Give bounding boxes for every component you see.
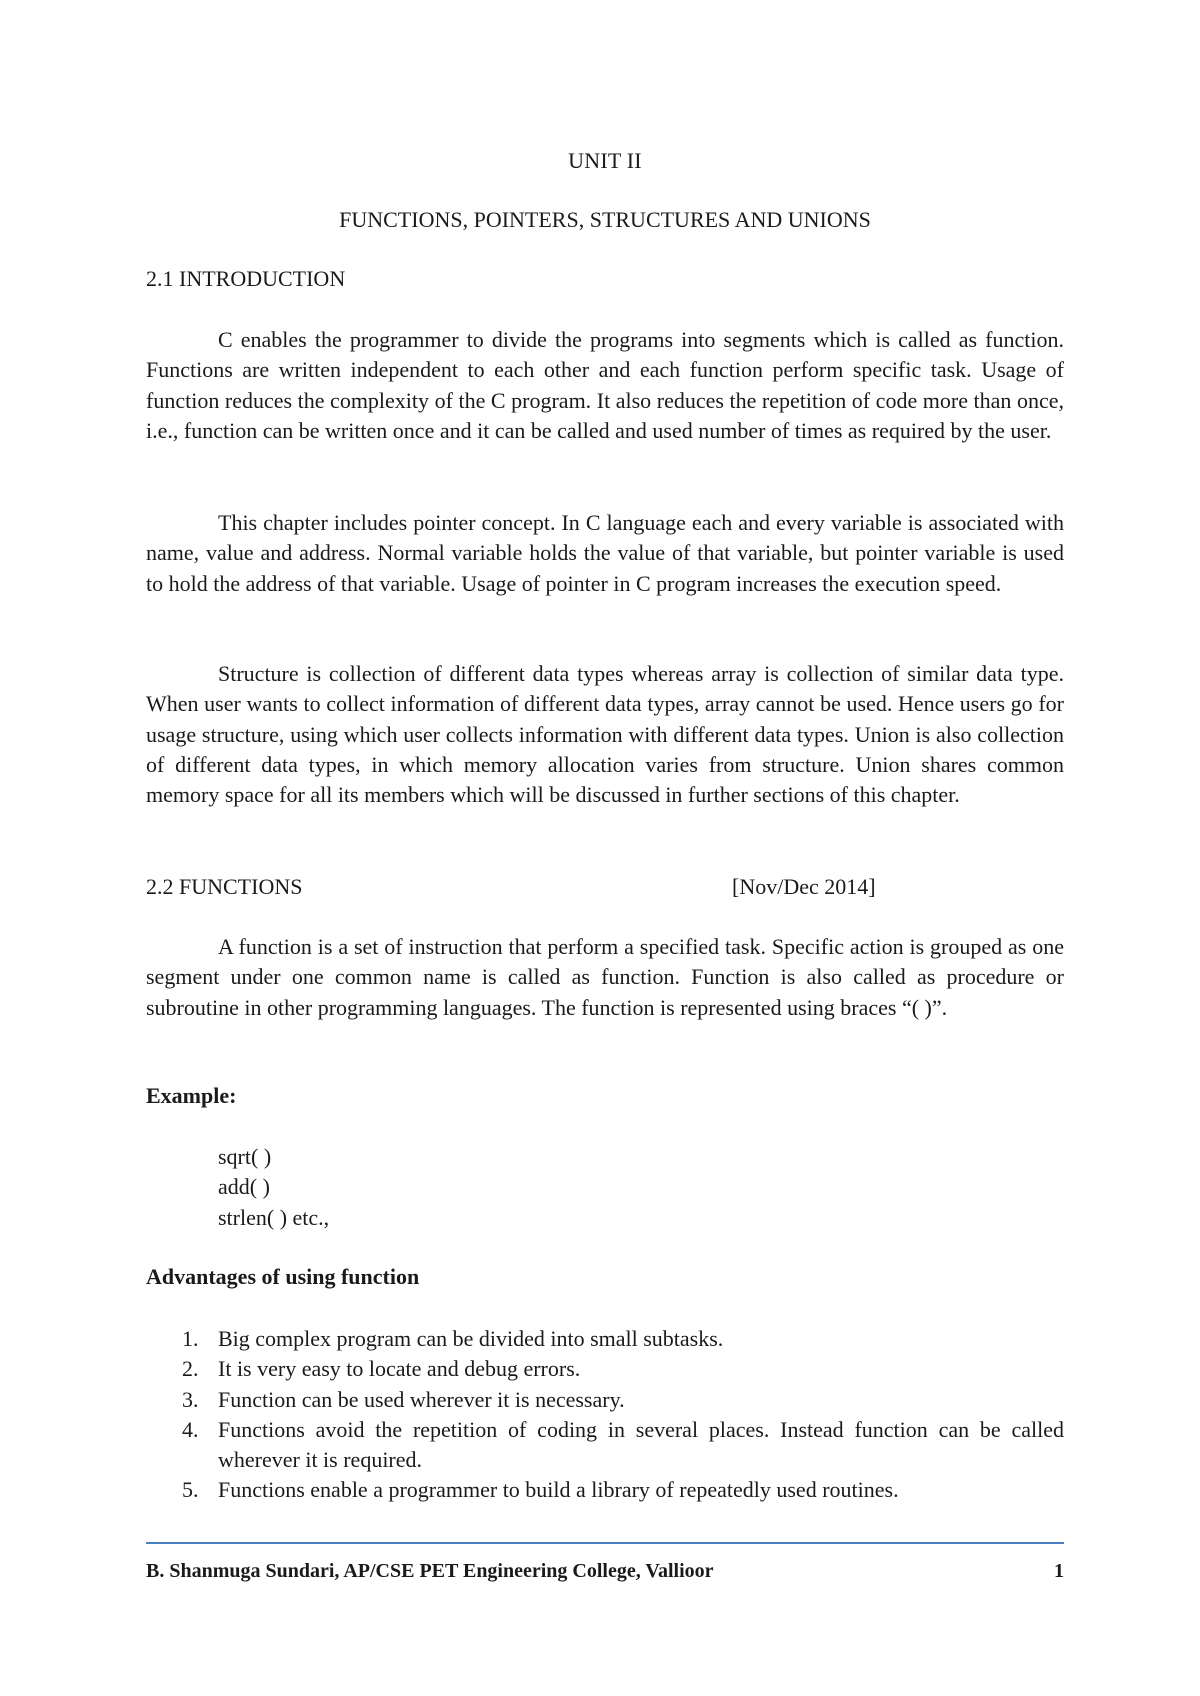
section-heading-functions-label: 2.2 FUNCTIONS [146, 874, 303, 899]
document-page [146, 0, 1064, 1696]
advantage-text: Big complex program can be divided into small subtasks. [218, 1326, 724, 1351]
section-heading-functions [146, 874, 1064, 900]
advantage-text: Functions avoid the repetition of coding in several places. Instead function can be called wherever it is required. [218, 1416, 1064, 1473]
advantage-number: 5. [182, 1477, 199, 1503]
intro-paragraph-pointers: This chapter includes pointer concept. In C language each and every variable is associated with name, value and address. Normal variable holds the value of that variable, but pointer variable is used to hold the address of that variable. Usage of pointer in C program increases the execution speed. [146, 510, 1064, 596]
advantages-heading: Advantages of using function [146, 1264, 420, 1289]
chapter-title: FUNCTIONS, POINTERS, STRUCTURES AND UNIONS [339, 207, 871, 232]
example-item: sqrt( ) [218, 1144, 272, 1169]
section-heading-introduction: 2.1 INTRODUCTION [146, 266, 346, 291]
advantage-number: 1. [182, 1326, 199, 1351]
advantages-list [146, 1324, 1064, 1506]
advantage-number: 4. [182, 1416, 199, 1442]
example-item: strlen( ) etc., [218, 1204, 330, 1230]
advantage-item [146, 1475, 1064, 1505]
page-number: 1 [1054, 1560, 1064, 1582]
advantage-text: Function can be used wherever it is necessary. [218, 1386, 625, 1412]
exam-tag: [Nov/Dec 2014] [732, 874, 876, 899]
advantage-text: Functions enable a programmer to build a library of repeatedly used routines. [218, 1477, 899, 1503]
advantage-number: 3. [182, 1386, 199, 1412]
footer-author: B. Shanmuga Sundari, AP/CSE PET Engineering College, Vallioor [146, 1560, 714, 1582]
advantage-item [146, 1324, 1064, 1354]
advantage-number: 2. [182, 1356, 199, 1382]
advantage-item [146, 1354, 1064, 1384]
example-item: add( ) [218, 1174, 270, 1200]
example-list [218, 1142, 329, 1233]
advantage-item [146, 1385, 1064, 1415]
advantage-text: It is very easy to locate and debug errors. [218, 1356, 581, 1382]
unit-title: UNIT II [568, 148, 642, 173]
intro-paragraph-functions: C enables the programmer to divide the programs into segments which is called as function. Functions are written independent to each other and each function perform specific task. Usage of function reduces the complexity of the C program. It also reduces the repetition of code more than once, i.e., function can be written once and it can be called and used number of times as required by the user. [146, 327, 1064, 443]
advantage-item [146, 1415, 1064, 1476]
functions-paragraph: A function is a set of instruction that perform a specified task. Specific action is grouped as one segment under one common name is called as function. Function is also called as procedure or subroutine in other programming languages. The function is represented using braces “( )”. [146, 934, 1064, 1020]
footer-divider [146, 1542, 1064, 1544]
intro-paragraph-structures: Structure is collection of different data types whereas array is collection of similar data type. When user wants to collect information of different data types, array cannot be used. Hence users go for usage structure, using which user collects information with different data types. Union is also collection of different data types, in which memory allocation varies from structure. Union shares common memory space for all its members which will be discussed in further sections of this chapter. [146, 661, 1064, 808]
example-heading: Example: [146, 1083, 237, 1108]
